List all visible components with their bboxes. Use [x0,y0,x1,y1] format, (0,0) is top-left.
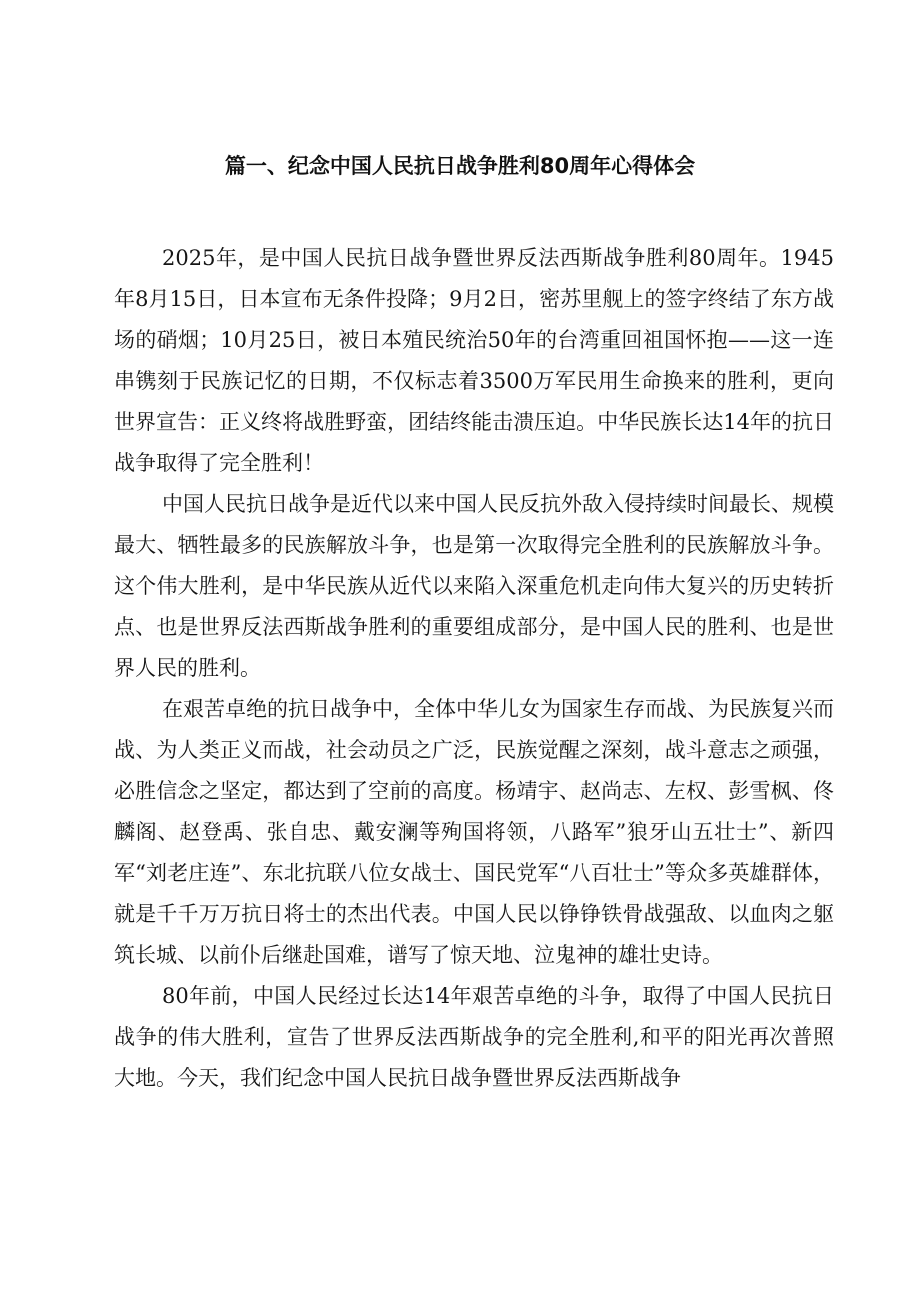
paragraph-2: 中国人民抗日战争是近代以来中国人民反抗外敌入侵持续时间最长、规模最大、牺牲最多的民族解放斗争，也是第一次取得完全胜利的民族解放斗争。这个伟大胜利，是中华民族从近代以来陷入深重危机走向伟大复兴的历史转折点、也是世界反法西斯战争胜利的重要组成部分，是中国人民的胜利、也是世界人民的胜利。 [114,492,834,680]
document-title: 篇一、纪念中国人民抗日战争胜利80周年心得体会 [224,154,696,178]
paragraph-3: 在艰苦卓绝的抗日战争中，全体中华儿女为国家生存而战、为民族复兴而战、为人类正义而战，社会动员之广泛，民族觉醒之深刻，战斗意志之顽强，必胜信念之坚定，都达到了空前的高度。杨靖宇、赵尚志、左权、彭雪枫、佟麟阁、赵登禹、张自忠、戴安澜等殉国将领，八路军”狼牙山五壮士”、新四军“刘老庄连”、东北抗联八位女战士、国民党军“八百壮士”等众多英雄群体，就是千千万万抗日将士的杰出代表。中国人民以铮铮铁骨战强敌、以血肉之躯筑长城、以前仆后继赴国难，谱写了惊天地、泣鬼神的雄壮史诗。 [114,697,834,967]
paragraph-4: 80年前，中国人民经过长达14年艰苦卓绝的斗争，取得了中国人民抗日战争的伟大胜利，宣告了世界反法西斯战争的完全胜利,和平的阳光再次普照大地。今天，我们纪念中国人民抗日战争暨世界反法西斯战争 [114,984,834,1090]
document-body [114,238,834,1099]
paragraph-1: 2025年，是中国人民抗日战争暨世界反法西斯战争胜利80周年。1945年8月15日，日本宣布无条件投降；9月2日，密苏里舰上的签字终结了东方战场的硝烟；10月25日，被日本殖民统治50年的台湾重回祖国怀抱——这一连串镌刻于民族记忆的日期，不仅标志着3500万军民用生命换来的胜利，更向世界宣告：正义终将战胜野蛮，团结终能击溃压迫。中华民族长达14年的抗日战争取得了完全胜利！ [114,246,834,475]
